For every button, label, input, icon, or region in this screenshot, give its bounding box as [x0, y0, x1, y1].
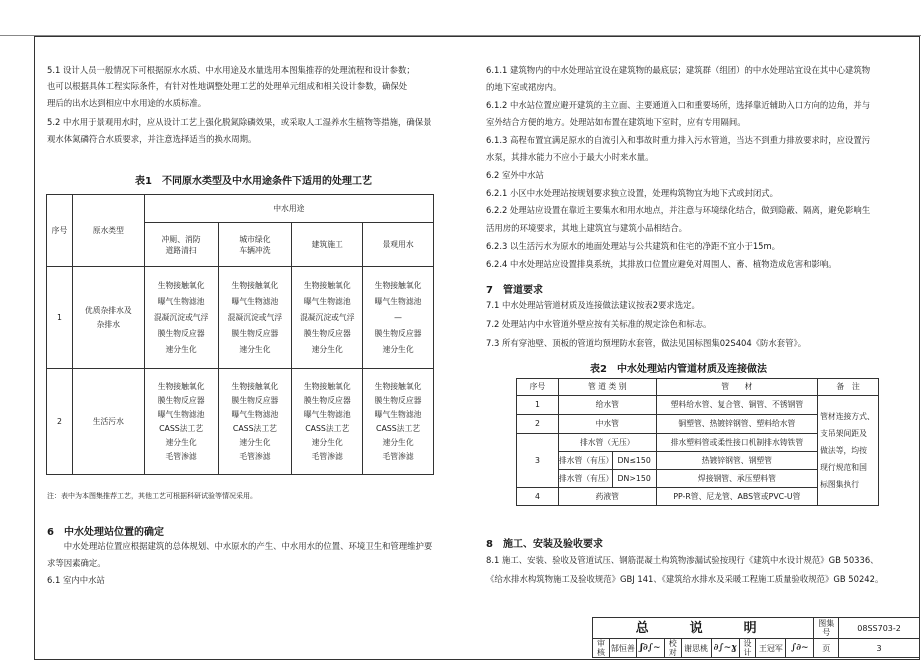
table1-row1-seq: 1 — [47, 267, 73, 369]
table2-row-seq: 2 — [517, 415, 559, 434]
table1-row1-cell: 生物接触氧化 曝气生物滤池 混凝沉淀或气浮 膜生物反应器 速分生化 — [292, 267, 363, 369]
section-6-line-1: 中水处理站位置应根据建筑的总体规划、中水原水的产生、中水用水的位置、环境卫生和管理维护要 — [47, 541, 433, 551]
table2-row-type: 中水管 — [558, 415, 656, 434]
table1-row1-cell: 生物接触氧化 曝气生物滤池 — 膜生物反应器 速分生化 — [363, 267, 434, 369]
para-5-1-line-1: 5.1 设计人员一般情况下可根据原水水质、中水用途及水量选用本图集推荐的处理流程和设计参数； — [47, 65, 415, 75]
table2-row-material: 铜塑管、热镀锌钢管、塑料给水管 — [656, 415, 817, 434]
reviewer-name: 郜恒善 — [609, 639, 636, 658]
table1-use-3: 景观用水 — [363, 223, 434, 267]
right-line: 6.2.2 处理站应设置在靠近主要集水和用水地点，并注意与环境绿化结合，做到隐蔽、隔离，避免影响生 — [486, 205, 871, 215]
table1-use-2: 建筑施工 — [292, 223, 363, 267]
atlas-label: 图集号 — [814, 618, 839, 639]
para-5-1-line-3: 理后的出水达到相应中水用途的水质标准。 — [47, 98, 207, 108]
table2-row-material: PP-R管、尼龙管、ABS管或PVC-U管 — [656, 488, 817, 506]
para-5-1-line-2: 也可以根据具体工程实际条件，有针对性地调整处理工艺的处理单元组成和相关设计参数，确保处 — [47, 81, 408, 91]
table1-header-use: 中水用途 — [144, 195, 433, 223]
designer-signature: ∫∂∼ — [786, 639, 814, 658]
checker-name: 谢思桃 — [681, 639, 711, 658]
table1-use-0: 冲厕、消防 道路清扫 — [144, 223, 218, 267]
section-7-line-1: 7.1 中水处理站管道材质及连接做法建议按表2要求选定。 — [486, 300, 700, 310]
table1 — [46, 194, 434, 475]
table2-row-seq: 3 — [517, 434, 559, 488]
section-8-title: 8 施工、安装及验收要求 — [486, 539, 603, 550]
para-5-2-line-1: 5.2 中水用于景观用水时，应从设计工艺上强化脱氮除磷效果，或采取人工湿养水生植物等措施，确保景 — [47, 117, 432, 127]
table2-row-material: 焊接钢管、承压塑料管 — [656, 470, 817, 488]
table2 — [516, 378, 879, 506]
right-line: 活用房的环境要求，其地上建筑宜与建筑小品相结合。 — [486, 223, 687, 233]
table2-row-type: 排水管（有压） — [558, 452, 612, 470]
design-label: 设计 — [739, 639, 756, 658]
table2-row-material: 塑料给水管、复合管、铜管、不锈钢管 — [656, 396, 817, 415]
reviewer-signature: ʃ∂∫∼ — [636, 639, 664, 658]
right-line: 6.2 室外中水站 — [486, 170, 544, 180]
section-7-title: 7 管道要求 — [486, 285, 543, 296]
check-label: 校对 — [664, 639, 681, 658]
atlas-number: 08SS703-2 — [839, 618, 920, 639]
checker-signature: ∂∫∼ɣ — [711, 639, 739, 658]
right-line: 6.1.2 中水站位置应避开建筑的主立面、主要通道入口和重要场所，选择靠近辅助入口方向的边角，并与 — [486, 100, 871, 110]
table1-row2-cell: 生物接触氧化 膜生物反应器 曝气生物滤池 CASS法工艺 速分生化 毛管渗滤 — [363, 369, 434, 475]
table2-header-seq: 序号 — [517, 379, 559, 396]
right-line: 6.1.1 建筑物内的中水处理站宜设在建筑物的最底层；建筑群（组团）的中水处理站宜设在其中心建筑物 — [486, 65, 871, 75]
table2-row-dn: DN>150 — [612, 470, 656, 488]
section-6-line-3: 6.1 室内中水站 — [47, 575, 105, 585]
page-number: 3 — [839, 639, 920, 658]
table1-row2-cell: 生物接触氧化 膜生物反应器 曝气生物滤池 CASS法工艺 速分生化 毛管渗滤 — [144, 369, 218, 475]
section-6-line-2: 求等因素确定。 — [47, 558, 106, 568]
designer-name: 王冠军 — [756, 639, 786, 658]
review-label: 审核 — [593, 639, 610, 658]
right-line: 6.2.1 小区中水处理站按规划要求独立设置，处理构筑物宜为地下式或封闭式。 — [486, 188, 778, 198]
section-8-line-2: 《给水排水构筑物施工及验收规范》GBJ 141、《建筑给水排水及采暖工程施工质量验收规范》GB 50242。 — [486, 574, 884, 584]
table2-row-type: 药液管 — [558, 488, 656, 506]
table1-row2-cell: 生物接触氧化 膜生物反应器 曝气生物滤池 CASS法工艺 速分生化 毛管渗滤 — [218, 369, 292, 475]
table2-row-seq: 1 — [517, 396, 559, 415]
table2-header-type: 管 道 类 别 — [558, 379, 656, 396]
table1-row2-cell: 生物接触氧化 膜生物反应器 曝气生物滤池 CASS法工艺 速分生化 毛管渗滤 — [292, 369, 363, 475]
right-line: 室外结合方便的地方。处理站如布置在建筑地下室时，应有专用隔间。 — [486, 117, 746, 127]
table2-note: 管材连接方式、 支吊架间距及 做法等，均按 现行规范和国 标图集执行 — [818, 396, 879, 506]
table1-title: 表1 不同原水类型及中水用途条件下适用的处理工艺 — [135, 176, 372, 187]
section-7-line-2: 7.2 处理站内中水管道外壁应按有关标准的规定涂色和标志。 — [486, 319, 712, 329]
table2-row-seq: 4 — [517, 488, 559, 506]
table1-header-type: 原水类型 — [72, 195, 144, 267]
section-8-line-1: 8.1 施工、安装、验收及管道试压、钢筋混凝土构筑物渗漏试验按现行《建筑中水设计规范》GB 50336、 — [486, 555, 879, 565]
table2-row-type: 排水管（有压） — [558, 470, 612, 488]
table2-row-material: 排水塑料管或柔性接口机制排水铸铁管 — [656, 434, 817, 452]
table2-title: 表2 中水处理站内管道材质及连接做法 — [590, 364, 767, 375]
table1-row1-cell: 生物接触氧化 曝气生物滤池 混凝沉淀或气浮 膜生物反应器 速分生化 — [218, 267, 292, 369]
right-line: 水泵，其排水能力不应小于最大小时来水量。 — [486, 152, 654, 162]
table1-header-seq: 序号 — [47, 195, 73, 267]
table2-header-material: 管 材 — [656, 379, 817, 396]
drawing-title: 总 说 明 — [593, 618, 814, 639]
table1-row2-type: 生活污水 — [72, 369, 144, 475]
section-6-title: 6 中水处理站位置的确定 — [47, 527, 164, 538]
table1-note: 注：表中为本图集推荐工艺，其他工艺可根据科研试验等情况采用。 — [47, 492, 257, 500]
para-5-2-line-2: 观水体氮磷符合水质要求，并注意选择适当的换水周期。 — [47, 134, 257, 144]
right-line: 6.2.4 中水处理站应设置排臭系统，其排放口位置应避免对周围人、畜、植物造成危害和影响。 — [486, 259, 837, 269]
table2-row-type: 排水管（无压） — [558, 434, 656, 452]
right-line: 6.1.3 高程布置宜满足原水的自流引入和事故时重力排入污水管道，当达不到重力排放要求时，应设置污 — [486, 135, 871, 145]
table1-row2-seq: 2 — [47, 369, 73, 475]
table1-row1-cell: 生物接触氧化 曝气生物滤池 混凝沉淀或气浮 膜生物反应器 速分生化 — [144, 267, 218, 369]
table2-header-note: 备 注 — [818, 379, 879, 396]
table1-row1-type: 优质杂排水及 杂排水 — [72, 267, 144, 369]
table1-use-1: 城市绿化 车辆冲洗 — [218, 223, 292, 267]
table2-row-material: 热镀锌钢管、钢塑管 — [656, 452, 817, 470]
table2-row-type: 给水管 — [558, 396, 656, 415]
table2-row-dn: DN≤150 — [612, 452, 656, 470]
page-label: 页 — [814, 639, 839, 658]
top-margin — [0, 0, 921, 36]
right-line: 6.2.3 以生活污水为原水的地面处理站与公共建筑和住宅的净距不宜小于15m。 — [486, 241, 781, 251]
title-block — [592, 617, 920, 658]
section-7-line-3: 7.3 所有穿池壁、顶板的管道均预埋防水套管，做法见国标图集02S404《防水套管》。 — [486, 338, 807, 348]
right-line: 的地下室或裙房内。 — [486, 82, 562, 92]
